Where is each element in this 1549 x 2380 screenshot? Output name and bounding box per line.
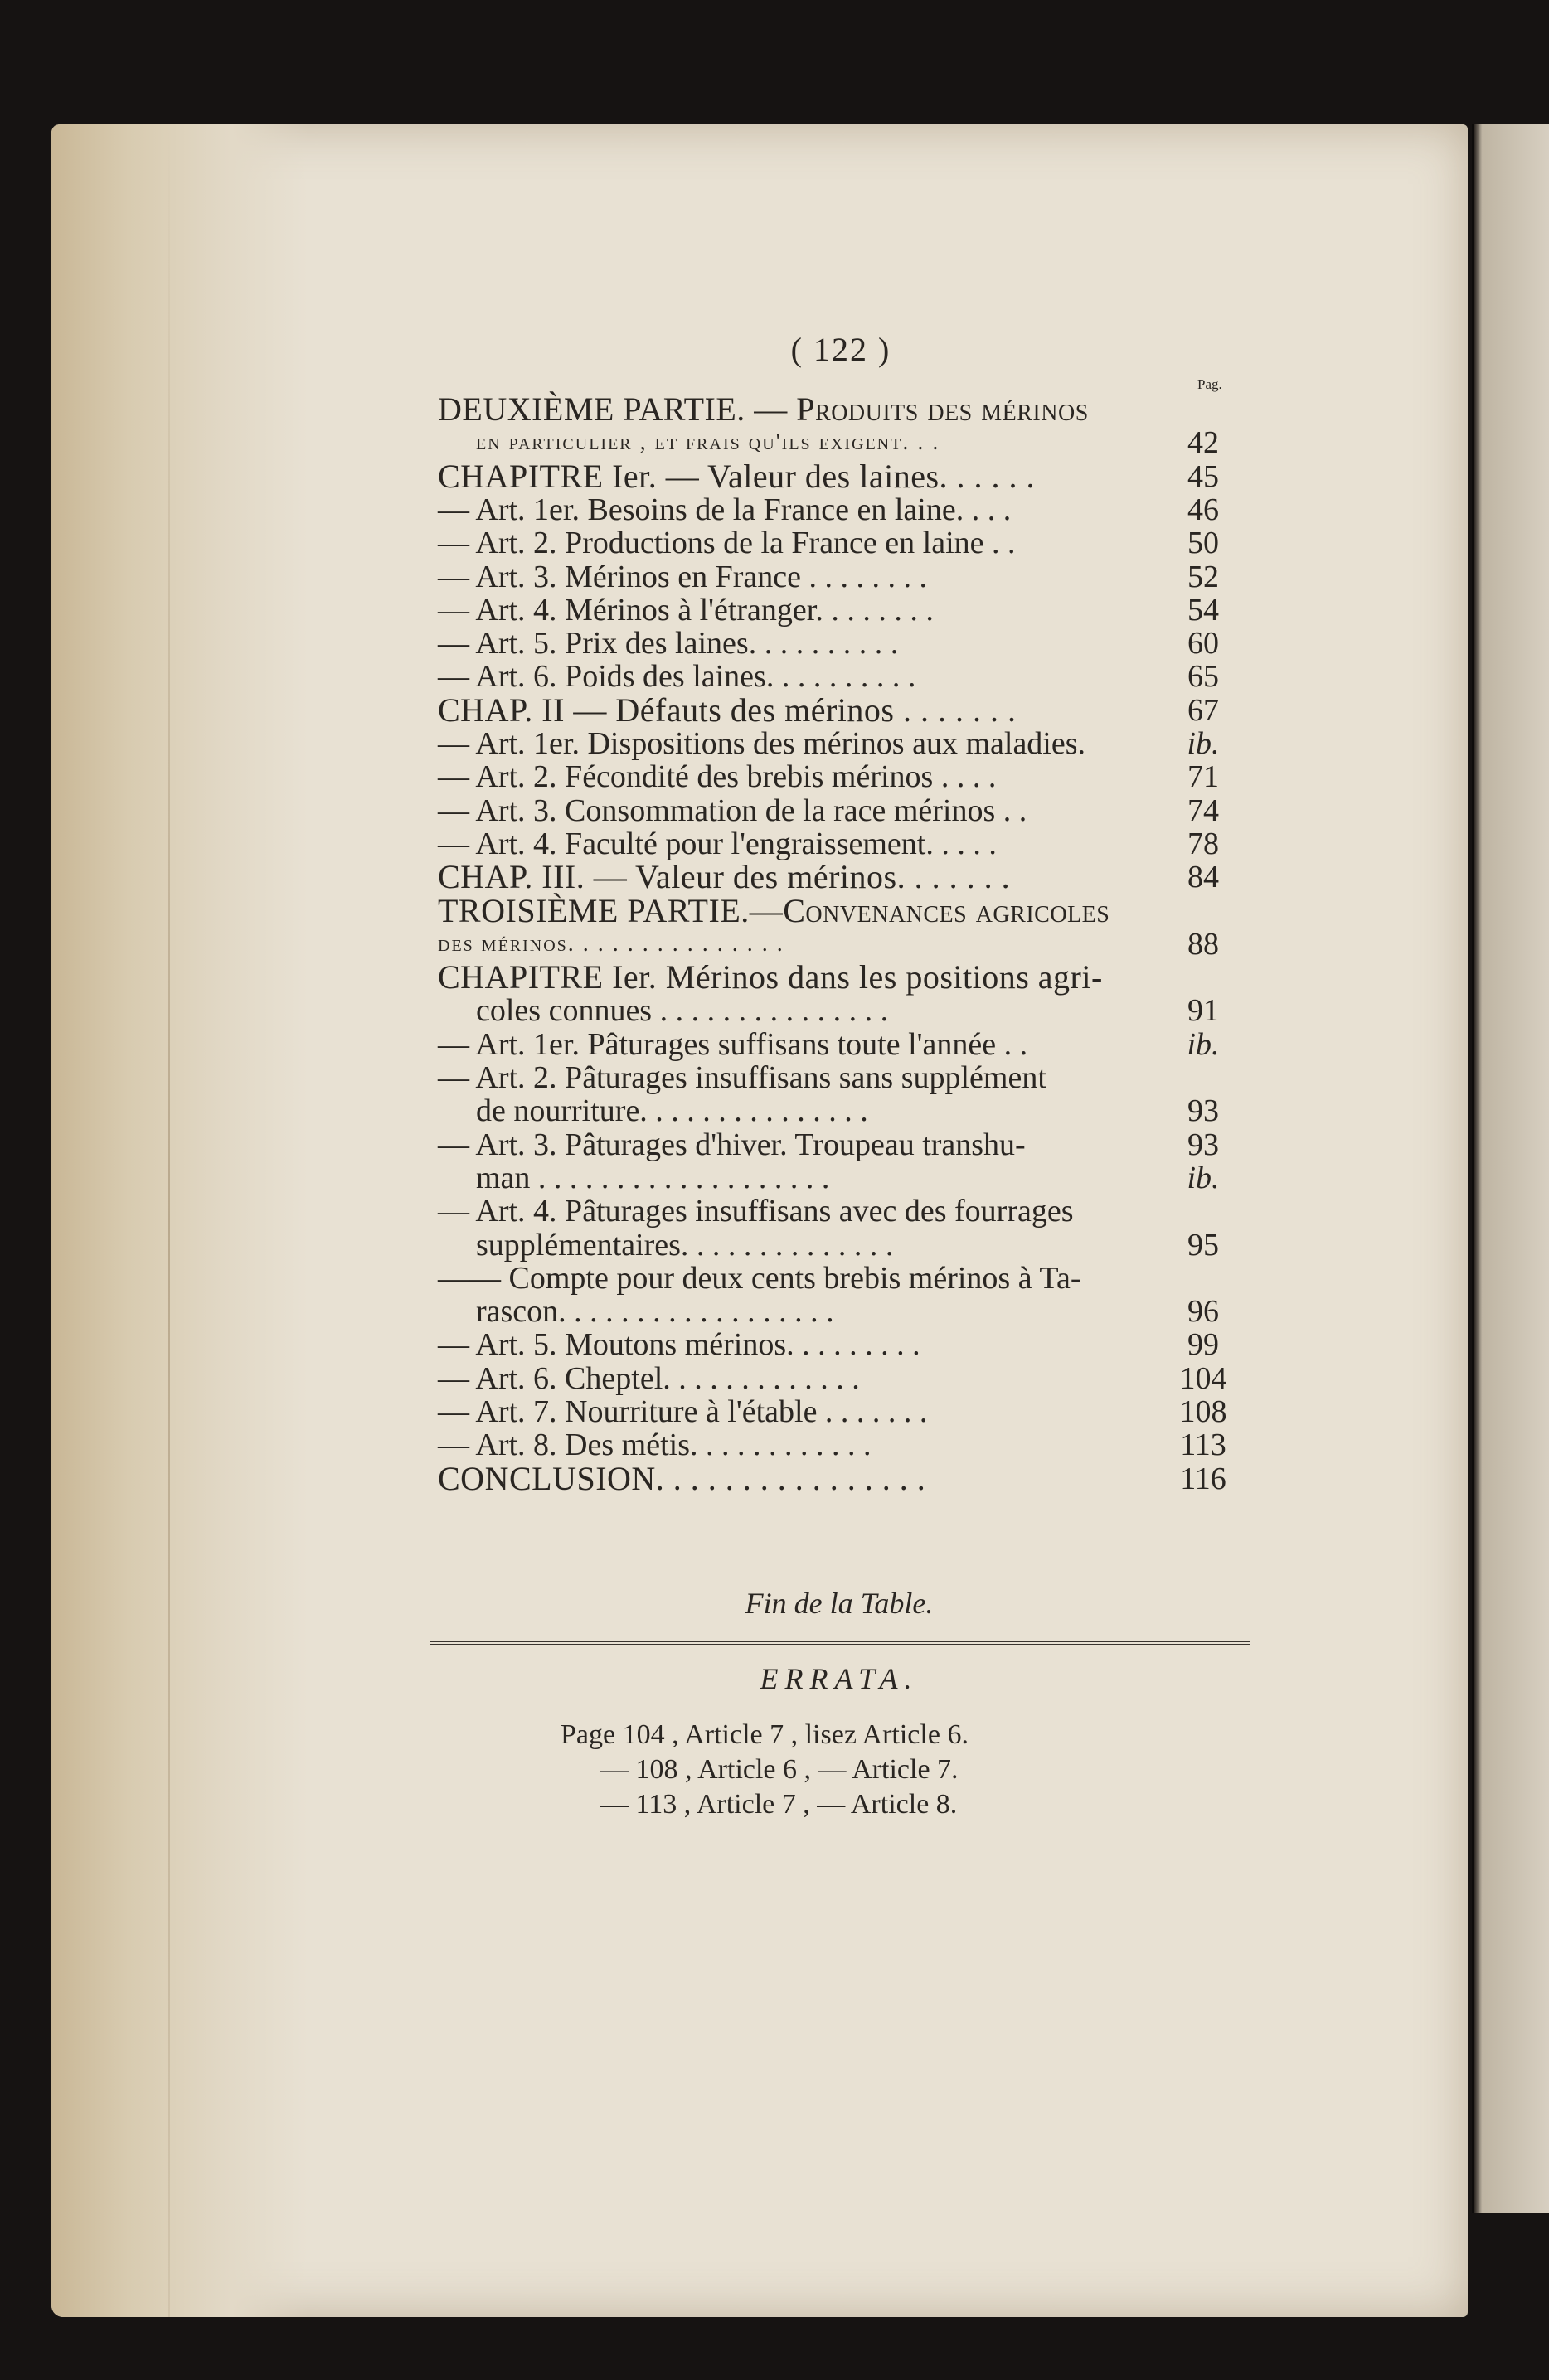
toc-entry-text: — Art. 8. Des métis. . . . . . . . . . . . (438, 1428, 872, 1463)
toc-entry-text: CHAPITRE Ier. — Valeur des laines. . . . . . (438, 457, 1036, 495)
toc-entry-text: — Art. 5. Moutons mérinos. . . . . . . . . (438, 1327, 920, 1363)
toc-entry (438, 457, 1241, 495)
toc-entry-page: ib. (1187, 1160, 1220, 1195)
toc-entry-page: 91 (1187, 993, 1219, 1029)
toc-entry (438, 426, 1241, 459)
toc-entry (438, 1161, 1241, 1195)
toc-entry (438, 860, 1241, 894)
toc-entry-page: 99 (1187, 1327, 1219, 1363)
toc-entry-text: — Art. 5. Prix des laines. . . . . . . . . . (438, 626, 899, 662)
toc-entry (438, 891, 1241, 929)
toc-entry-page: 104 (1179, 1360, 1227, 1396)
toc-entry (438, 794, 1241, 827)
toc-entry-text: — Art. 2. Productions de la France en laine . . (438, 526, 1016, 561)
toc-entry (438, 827, 1241, 860)
toc-entry-page: 96 (1187, 1294, 1219, 1330)
toc-entry (438, 627, 1241, 660)
toc-entry (438, 691, 1241, 729)
toc-entry-text: —— Compte pour deux cents brebis mérinos à Ta- (438, 1260, 1081, 1296)
toc-entry-page: 42 (1187, 425, 1219, 461)
toc-entry (438, 1362, 1241, 1395)
toc-entry-page: 93 (1187, 1127, 1219, 1162)
toc-entry-page: 65 (1187, 659, 1219, 695)
toc-entry (438, 1229, 1241, 1262)
toc-entry-text: — Art. 6. Cheptel. . . . . . . . . . . . . (438, 1360, 860, 1396)
toc-entry (438, 994, 1241, 1027)
toc-entry (438, 1094, 1241, 1127)
toc-entry-text: — Art. 3. Mérinos en France . . . . . . . . (438, 559, 927, 594)
toc-entry-text: en particulier , et frais qu'ils exigent. . . (476, 429, 940, 456)
toc-entry (438, 660, 1241, 693)
toc-entry-text: — Art. 4. Pâturages insuffisans avec des fourrages (438, 1194, 1074, 1229)
toc-entry-text: CONCLUSION. . . . . . . . . . . . . . . . (438, 1459, 926, 1497)
toc-entry (438, 1428, 1241, 1461)
toc-entry-page: ib. (1187, 1026, 1220, 1062)
toc-entry-text: — Art. 2. Pâturages insuffisans sans supplément (438, 1060, 1046, 1095)
toc-entry-text: CHAPITRE Ier. Mérinos dans les positions agri- (438, 958, 1103, 996)
toc-entry (438, 560, 1241, 594)
toc-entry-text: — Art. 7. Nourriture à l'étable . . . . . . . (438, 1394, 928, 1429)
toc-entry-text: man . . . . . . . . . . . . . . . . . . . (476, 1160, 830, 1195)
toc-entry-text: — Art. 2. Fécondité des brebis mérinos . . . . (438, 759, 997, 795)
toc-entry-text: — Art. 1er. Dispositions des mérinos aux maladies. (438, 726, 1086, 761)
toc-entry-page: 113 (1180, 1428, 1226, 1463)
toc-entry-text: rascon. . . . . . . . . . . . . . . . . . (476, 1294, 834, 1330)
toc-entry (438, 1459, 1241, 1497)
toc-entry-text: DEUXIÈME PARTIE. — Produits des mérinos (438, 390, 1089, 428)
errata-line: — 113 , Article 7 , — Article 8. (600, 1789, 958, 1820)
toc-entry (438, 727, 1241, 760)
toc-entry-text: — Art. 6. Poids des laines. . . . . . . . . . (438, 659, 916, 695)
toc-entry-text: — Art. 4. Mérinos à l'étranger. . . . . . . . (438, 592, 934, 628)
toc-entry-text: — Art. 3. Consommation de la race mérinos . . (438, 793, 1027, 828)
toc-entry-text: de nourriture. . . . . . . . . . . . . . . (476, 1093, 868, 1129)
toc-entry-page: 52 (1187, 559, 1219, 594)
toc-entry (438, 1195, 1241, 1228)
divider-rule (430, 1641, 1250, 1645)
toc-entry-page: ib. (1187, 726, 1220, 761)
toc-entry (438, 1128, 1241, 1161)
toc-entry-page: 45 (1187, 458, 1219, 494)
toc-entry (438, 594, 1241, 627)
toc-entry-page: 108 (1179, 1394, 1227, 1429)
toc-entry (438, 1061, 1241, 1094)
toc-entry (438, 760, 1241, 793)
toc-entry-text: — Art. 4. Faculté pour l'engraissement. . . . . (438, 826, 997, 861)
toc-entry-page: 60 (1187, 626, 1219, 662)
toc-entry-text: CHAP. III. — Valeur des mérinos. . . . . . . (438, 858, 1011, 896)
toc-entry-page: 67 (1187, 692, 1219, 728)
toc-entry-page: 50 (1187, 526, 1219, 561)
toc-entry-text: CHAP. II — Défauts des mérinos . . . . . . . (438, 691, 1017, 729)
errata-line: — 108 , Article 6 , — Article 7. (600, 1754, 959, 1785)
toc-entry (438, 1328, 1241, 1361)
toc-entry-page: 74 (1187, 793, 1219, 828)
toc-entry-text: coles connues . . . . . . . . . . . . . . . (476, 993, 889, 1029)
toc-entry-page: 93 (1187, 1093, 1219, 1129)
toc-entry-text: — Art. 1er. Besoins de la France en laine. . . . (438, 492, 1012, 527)
toc-entry-page: 84 (1187, 860, 1219, 895)
toc-entry-text: — Art. 3. Pâturages d'hiver. Troupeau transhu- (438, 1127, 1026, 1162)
toc-entry (438, 1395, 1241, 1428)
toc-entry-text: des mérinos. . . . . . . . . . . . . . . (438, 930, 784, 957)
toc-entry (438, 526, 1241, 560)
end-of-table: Fin de la Table. (745, 1587, 934, 1620)
toc-entry (438, 1295, 1241, 1328)
errata-title: ERRATA. (760, 1662, 919, 1695)
toc-entry-page: 95 (1187, 1227, 1219, 1263)
toc-entry (438, 1262, 1241, 1295)
toc-entry (438, 928, 1241, 961)
page-number: ( 122 ) (790, 331, 891, 368)
toc-entry-text: supplémentaires. . . . . . . . . . . . . . (476, 1227, 894, 1263)
toc-entry-page: 46 (1187, 492, 1219, 527)
pag-label: Pag. (1197, 376, 1222, 392)
toc-entry-page: 54 (1187, 592, 1219, 628)
toc-entry (438, 390, 1241, 428)
toc-entry (438, 958, 1241, 996)
toc-entry-page: 88 (1187, 926, 1219, 962)
errata-line: Page 104 , Article 7 , lisez Article 6. (561, 1719, 969, 1750)
toc-entry-page: 78 (1187, 826, 1219, 861)
toc-entry (438, 1028, 1241, 1061)
adjacent-page (1472, 124, 1549, 2213)
toc-entry-text: TROISIÈME PARTIE.—Convenances agricoles (438, 891, 1110, 929)
worn-page-edge (51, 124, 308, 2317)
toc-entry-page: 71 (1187, 759, 1219, 795)
toc-entry-page: 116 (1180, 1461, 1226, 1496)
toc-entry (438, 493, 1241, 526)
toc-entry-text: — Art. 1er. Pâturages suffisans toute l'année . . (438, 1026, 1028, 1062)
